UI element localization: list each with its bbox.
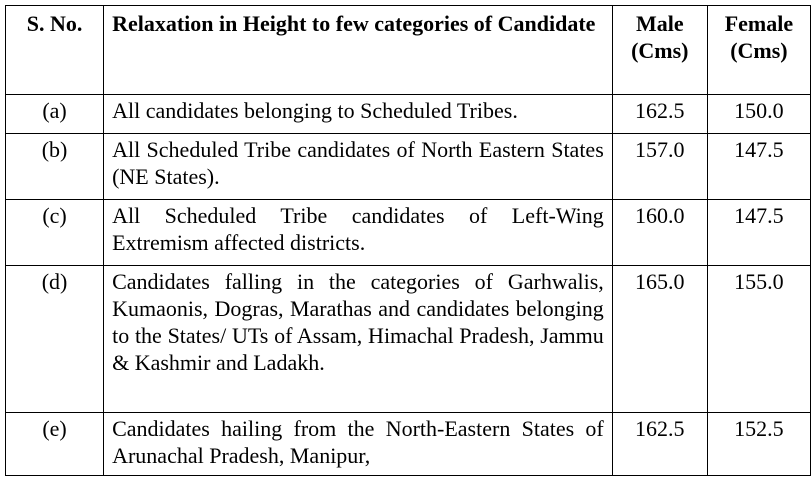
- row-female-height: 147.5: [707, 134, 810, 200]
- table-row: [6, 95, 811, 134]
- row-male-height: 162.5: [612, 413, 707, 476]
- row-female-height: 152.5: [707, 413, 810, 476]
- header-description: [104, 6, 613, 95]
- row-description-text: All Scheduled Tribe candidates of North Eastern States (NE States).: [112, 137, 604, 189]
- row-description: [104, 266, 613, 413]
- row-male-height: 162.5: [612, 95, 707, 134]
- row-male-height: 165.0: [612, 266, 707, 413]
- height-relaxation-table: [5, 5, 811, 476]
- header-male-text: Male (Cms): [631, 11, 689, 63]
- header-female-text: Female (Cms): [724, 11, 794, 63]
- row-male-height: 160.0: [612, 200, 707, 266]
- header-male: [612, 6, 707, 95]
- row-description-text: Candidates hailing from the North-Eastern States of Arunachal Pradesh, Manipur,: [112, 416, 604, 468]
- row-female-height: 150.0: [707, 95, 810, 134]
- row-male-height: 157.0: [612, 134, 707, 200]
- row-description-text: All candidates belonging to Scheduled Tribes.: [112, 98, 518, 123]
- row-description: [104, 134, 613, 200]
- row-description: [104, 200, 613, 266]
- row-sno: (a): [6, 95, 104, 134]
- header-sno: S. No.: [6, 6, 104, 95]
- table-row: [6, 413, 811, 476]
- table-row: [6, 266, 811, 413]
- header-female: [707, 6, 810, 95]
- row-sno: (c): [6, 200, 104, 266]
- row-female-height: 147.5: [707, 200, 810, 266]
- table-header-row: [6, 6, 811, 95]
- row-description: [104, 95, 613, 134]
- row-description-text: Candidates falling in the categories of Garhwalis, Kumaonis, Dogras, Marathas and candidates belonging to the States/ UTs of Assam, Himachal Pradesh, Jammu & Kashmir and Ladakh.: [112, 269, 604, 375]
- header-description-text: Relaxation in Height to few categories of Candidate: [112, 11, 596, 36]
- row-sno: (d): [6, 266, 104, 413]
- row-description: [104, 413, 613, 476]
- table-row: [6, 200, 811, 266]
- row-sno: (b): [6, 134, 104, 200]
- row-sno: (e): [6, 413, 104, 476]
- row-description-text: All Scheduled Tribe candidates of Left-Wing Extremism affected districts.: [112, 203, 604, 255]
- table-row: [6, 134, 811, 200]
- row-female-height: 155.0: [707, 266, 810, 413]
